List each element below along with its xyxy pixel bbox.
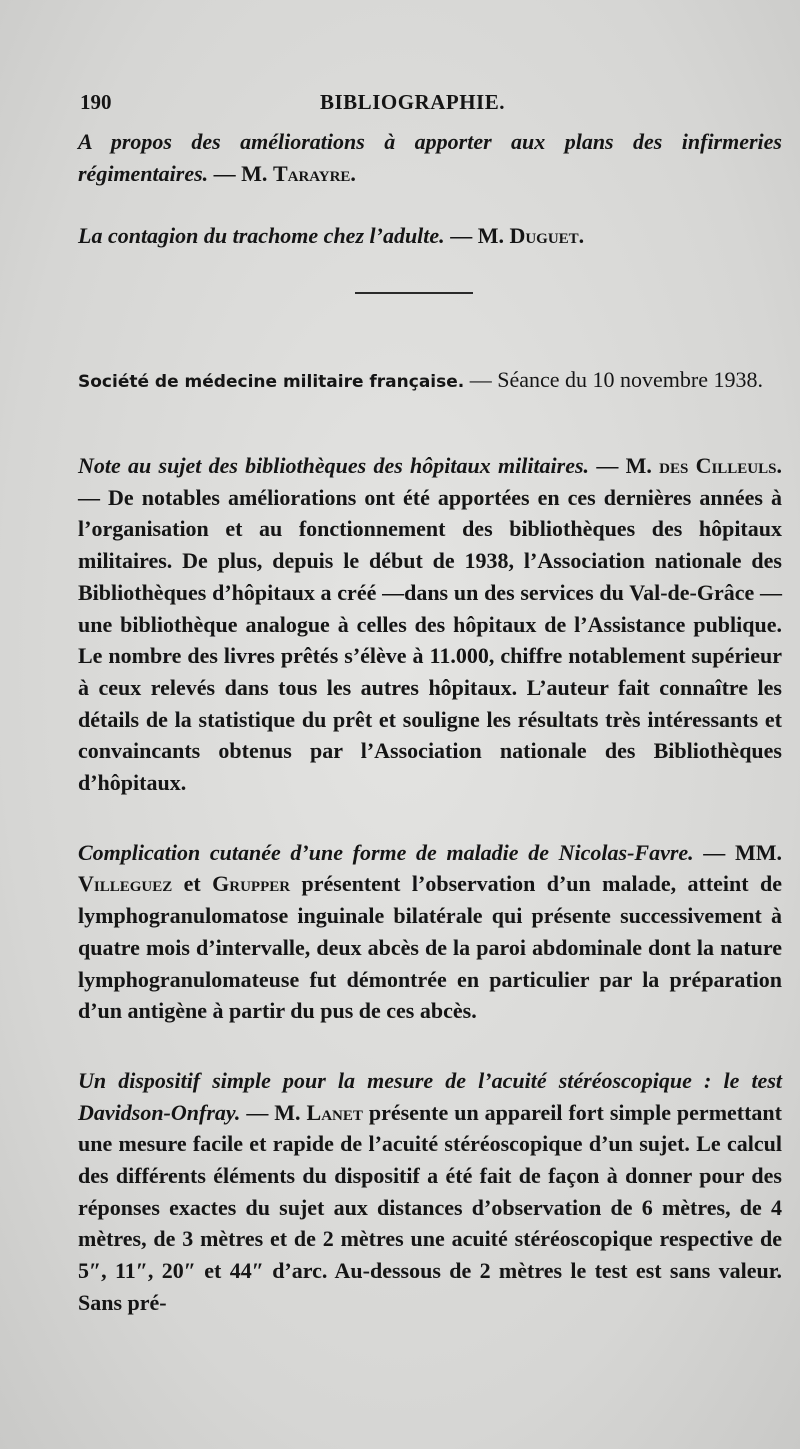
running-head: BIBLIOGRAPHIE.	[320, 90, 505, 114]
article-body: présente un appareil fort simple permettant une mesure facile et rapide de l’acuité stéréoscopique d’un sujet. Le calcul des différents éléments du dispositif a été fait de façon à donner pour des réponses exactes du sujet aux distances d’observation de 6 mètres, de 4 mètres, de 3 mètres et de 2 mètres une acuité stéréoscopique respective de 5″, 11″, 20″ et 44″ d’arc. Au-dessous de 2 mètres le test est sans valeur. Sans pré-	[78, 1099, 782, 1315]
article-body: — De notables améliorations ont été apportées en ces dernières années à l’organisation et au fonctionnement des bibliothèques des hôpitaux militaires. De plus, depuis le début de 1938, l’Association nationale des Bibliothèques d’hôpitaux a créé —dans un des services du Val-de-Grâce — une bibliothèque analogue à celles des hôpitaux de l’Assistance publique. Le nombre des livres prêtés s’élève à 11.000, chiffre notablement supérieur à ceux relevés dans tous les autres hôpitaux. L’auteur fait connaître les détails de la statistique du prêt et souligne les résultats très intéressants et convaincants obtenus par l’Association nationale des Bibliothèques d’hôpitaux.	[78, 484, 782, 796]
bibliography-entry	[78, 220, 782, 252]
session-date: — Séance du 10 novembre 1938.	[464, 367, 764, 392]
society-heading	[78, 366, 782, 396]
article-paragraph	[78, 450, 782, 799]
entry-separator: — M.	[208, 161, 273, 186]
entry-author: Duguet.	[509, 223, 585, 248]
entries-list	[78, 126, 782, 252]
article-author: des Cilleuls.	[659, 453, 782, 478]
entry-author: Tarayre.	[272, 161, 356, 186]
article-title: Complication cutanée d’une forme de maladie de Nicolas-Favre.	[78, 839, 694, 865]
entry-title: A propos des améliorations à apporter aux plans des infirmeries régimentaires.	[78, 129, 782, 186]
entry-title: La contagion du trachome chez l’adulte.	[78, 223, 445, 248]
article-author: Villeguez	[78, 871, 173, 897]
article-title: Un dispositif simple pour la mesure de l’acuité stéréoscopique : le test Davidson-Onfray.	[78, 1067, 782, 1125]
bibliography-entry	[78, 126, 782, 190]
article-separator: — M.	[589, 453, 660, 478]
society-name: Société de médecine militaire française.	[78, 372, 465, 392]
article-separator: — M.	[240, 1099, 307, 1125]
article-separator: — MM.	[693, 839, 782, 865]
article-body: présentent l’observation d’un malade, atteint de lymphogranulomatose inguinale bilatérale qui présente successivement à quatre mois d’intervalle, deux abcès de la paroi abdominale dont la nature lymphogranulomateuse fut démontrée en particulier par la préparation d’un antigène à partir du pus de ces abcès.	[78, 871, 783, 1024]
article-paragraph	[78, 1065, 782, 1319]
page-number: 190	[80, 90, 112, 114]
article-paragraph	[78, 837, 782, 1027]
article-joiner: et	[172, 871, 213, 897]
article-title: Note au sujet des bibliothèques des hôpitaux militaires.	[78, 453, 590, 478]
article-author: Lanet	[306, 1099, 363, 1125]
entry-separator: — M.	[444, 223, 510, 248]
section-divider	[355, 292, 473, 294]
articles-list	[78, 450, 782, 1357]
page-header	[80, 90, 760, 120]
article-author-2: Grupper	[212, 871, 291, 897]
